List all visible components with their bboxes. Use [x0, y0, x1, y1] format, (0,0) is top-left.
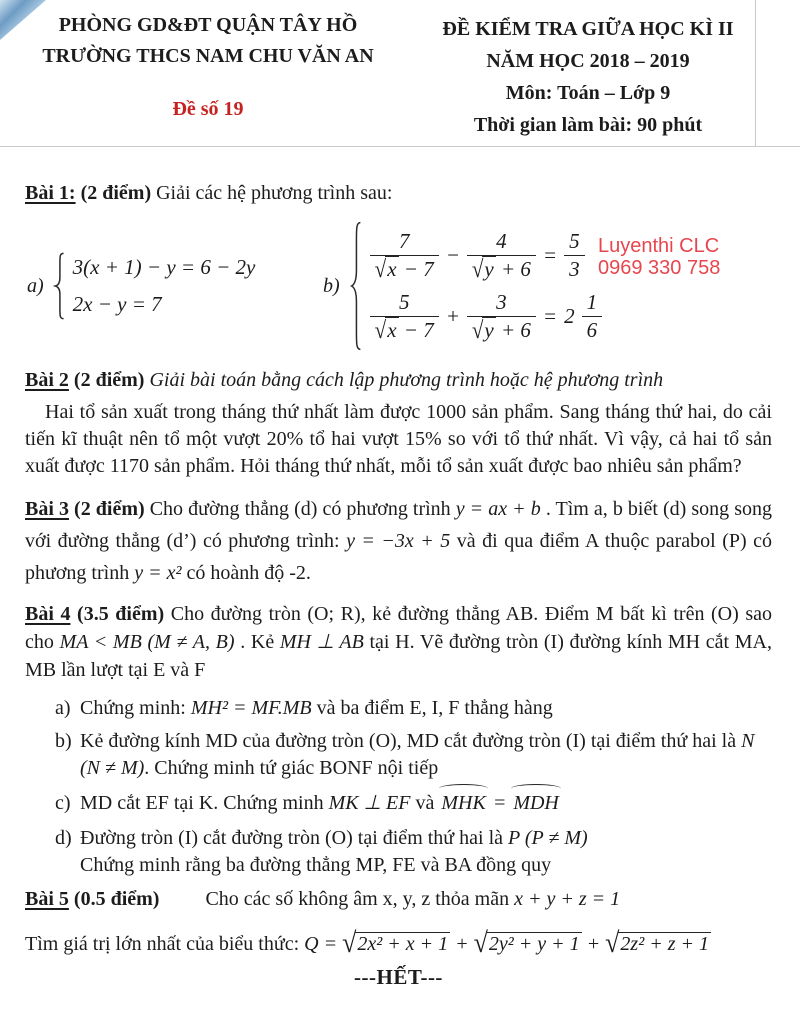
math-expression: y = ax + b — [455, 498, 541, 520]
problem2-body: Hai tổ sản xuất trong tháng thứ nhất làm được 1000 sản phẩm. Sang tháng thứ hai, do cải tiến kĩ thuật nên tổ một vượt 20% tổ hai vượt 15% so với tổ thứ nhất. Vì vậy, cả hai tổ sản xuất được 1170 sản phẩm. Hỏi tháng thứ nhất, mỗi tổ sản xuất được bao nhiêu sản phẩm? — [25, 401, 772, 477]
exam-code: Đề số 19 — [172, 98, 244, 120]
item-label: d) — [55, 827, 72, 849]
system-a-label: a) — [27, 274, 44, 297]
system-b-label: b) — [323, 274, 340, 297]
watermark — [598, 235, 720, 279]
problem2-prompt: Giải bài toán bằng cách lập phương trình hoặc hệ phương trình — [144, 369, 664, 391]
sqrt-icon: √ — [374, 315, 387, 344]
problem4-points: (3.5 điểm) — [70, 603, 165, 625]
fraction: $\frac{5}{3}$ — [564, 229, 585, 282]
math-expression: y = −3x + 5 — [346, 530, 451, 552]
sqrt-icon: √ — [605, 926, 620, 959]
exam-duration: Thời gian làm bài: 90 phút — [473, 114, 703, 136]
sqrt-icon: √ — [473, 926, 488, 959]
problem3-text: Bài 3 (2 điểm) Cho đường thẳng (d) có phương trình y = ax + b . Tìm a, b biết (d) song song với đường thẳng (d’) có phương trình: y = −3x + 5 và đi qua điểm A thuộc parabol (P) có phương trình y = x² có hoành độ -2. — [25, 498, 773, 584]
problem5-expression: Tìm giá trị lớn nhất của biểu thức: Q = √2x² + x + 1 + √2y² + y + 1 + √2z² + z + 1 — [25, 926, 709, 959]
exam-title: ĐỀ KIỂM TRA GIỮA HỌC KÌ II — [442, 18, 734, 40]
watermark-name: Luyenthi CLC — [598, 235, 720, 257]
operator: = — [542, 303, 558, 328]
problem1-heading — [25, 182, 772, 205]
problem1-label: Bài 1: — [25, 182, 76, 204]
left-brace-icon — [53, 252, 66, 320]
sqrt-expression: √2z² + z + 1 — [605, 926, 709, 959]
math-expression: Q = — [304, 933, 343, 955]
fraction: $\frac{1}{6}$ — [582, 290, 603, 343]
problem4-item-b: b) Kẻ đường kính MD của đường tròn (O), MD cắt đường tròn (I) tại điểm thứ hai là N (N ≠ M). Chứng minh tứ giác BONF nội tiếp — [55, 730, 755, 779]
fraction: $\frac{7}{√x - 7}$ — [370, 229, 439, 282]
watermark-phone: 0969 330 758 — [598, 257, 721, 279]
math-expression: MA < MB (M ≠ A, B) — [59, 631, 235, 653]
system-b-equations — [370, 222, 602, 350]
equation: 3(x + 1) − y = 6 − 2y — [72, 255, 256, 279]
system-a — [27, 249, 255, 323]
end-marker: ---HẾT--- — [354, 965, 443, 989]
problem2-heading — [25, 369, 772, 392]
math-expression: N (N ≠ M) — [80, 730, 755, 779]
problem4-item-a: a) Chứng minh: MH² = MF.MB và ba điểm E, I, F thẳng hàng — [25, 695, 772, 722]
math-expression: y = x² — [134, 562, 182, 584]
sqrt-expression: √2x² + x + 1 — [342, 926, 449, 959]
sqrt-icon: √ — [471, 315, 484, 344]
header-left-block — [0, 0, 416, 146]
fraction: $\frac{5}{√x - 7}$ — [370, 290, 439, 343]
system-b — [323, 220, 602, 352]
item-label: a) — [55, 697, 71, 719]
operator: = — [542, 243, 558, 268]
system-a-equations — [73, 249, 256, 323]
operator: − — [445, 243, 460, 268]
equation — [370, 229, 602, 282]
problem4-item-c: c) MD cắt EF tại K. Chứng minh MK ⊥ EF và MHK = MDH — [25, 788, 772, 819]
left-brace-icon — [349, 220, 363, 352]
operator: + — [445, 303, 460, 328]
header-right-block — [416, 0, 760, 146]
school-name: TRƯỜNG THCS NAM CHU VĂN AN — [42, 45, 374, 67]
problem1-points: (2 điểm) — [75, 182, 152, 204]
school-year: NĂM HỌC 2018 – 2019 — [486, 50, 690, 72]
subject-grade: Môn: Toán – Lớp 9 — [505, 82, 671, 104]
angle-arc-expression: MHK — [439, 788, 487, 819]
problem4-items — [25, 695, 772, 879]
math-expression: MH² = MF.MB — [190, 697, 312, 719]
problem1-prompt: Giải các hệ phương trình sau: — [151, 182, 393, 204]
exam-header — [0, 0, 800, 147]
math-expression: MH ⊥ AB — [279, 631, 364, 653]
sqrt-icon: √ — [342, 926, 357, 959]
problem5-label: Bài 5 — [25, 888, 69, 910]
angle-arc-expression: MDH — [511, 788, 561, 819]
math-expression: P (P ≠ M) — [508, 827, 588, 849]
fraction: $\frac{3}{√y + 6}$ — [467, 290, 536, 343]
equation: 2x − y = 7 — [72, 292, 162, 316]
item-label: b) — [55, 730, 72, 752]
math-expression: MK ⊥ EF — [328, 792, 411, 814]
problem1-systems — [25, 205, 772, 367]
math-expression: x + y + z = 1 — [514, 888, 621, 910]
problem5-heading: Bài 5 (0.5 điểm) Cho các số không âm x, y, z thỏa mãn x + y + z = 1 — [25, 888, 621, 910]
sqrt-icon: √ — [374, 255, 387, 284]
problem4-text: Bài 4 (3.5 điểm) Cho đường tròn (O; R), kẻ đường thẳng AB. Điểm M bất kì trên (O) sao cho MA < MB (M ≠ A, B) . Kẻ MH ⊥ AB tại H. Vẽ đường tròn (I) đường kính MH cắt MA, MB lần lượt tại E và F — [25, 603, 772, 681]
problem5-points: (0.5 điểm) — [68, 888, 160, 910]
problem4-item-d: d) Đường tròn (I) cắt đường tròn (O) tại điểm thứ hai là P (P ≠ M) Chứng minh rằng ba đường thẳng MP, FE và BA đồng quy — [25, 825, 772, 879]
problem4-item-d-line2: Chứng minh rằng ba đường thẳng MP, FE và BA đồng quy — [80, 854, 552, 876]
fraction: $\frac{4}{√y + 6}$ — [467, 229, 536, 282]
department-name: PHÒNG GD&ĐT QUẬN TÂY HỒ — [58, 14, 358, 36]
problem4-label: Bài 4 — [25, 603, 71, 625]
sqrt-icon: √ — [471, 255, 484, 284]
whole-number: 2 — [564, 303, 575, 328]
equation — [370, 290, 602, 343]
problem3-label: Bài 3 — [25, 498, 69, 520]
problem3-points: (2 điểm) — [68, 498, 145, 520]
item-label: c) — [55, 792, 71, 814]
header-vertical-rule — [755, 0, 756, 146]
exam-body — [0, 182, 800, 990]
problem2-label: Bài 2 — [25, 369, 69, 391]
sqrt-expression: √2y² + y + 1 — [473, 926, 580, 959]
problem2-points: (2 điểm) — [68, 369, 145, 391]
